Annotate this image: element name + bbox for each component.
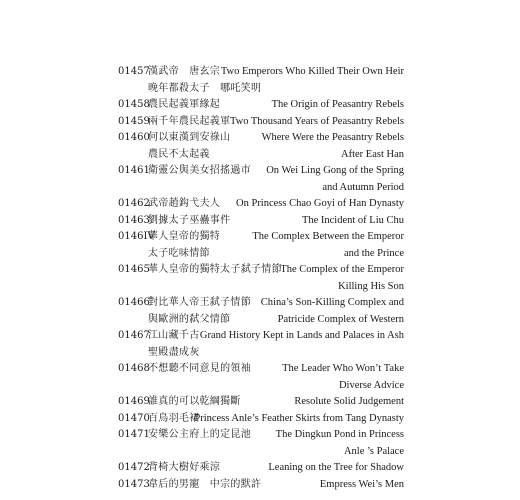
entry-chinese-title-continued: 聖殿盡成灰 [148, 346, 200, 358]
list-item [118, 295, 404, 328]
entry-number: 01469 [118, 396, 150, 407]
entry-chinese-title: 背椅大樹好乘涼 [148, 462, 221, 473]
entry-chinese-title: 漢武帝 唐玄宗 [148, 66, 221, 77]
list-item [118, 328, 404, 361]
list-item [118, 97, 404, 114]
entry-english-title: Two Emperors Who Killed Their Own Heir [220, 66, 404, 77]
list-item [118, 130, 404, 163]
list-item [118, 229, 404, 262]
entry-english-title: China’s Son-Killing Complex and [260, 297, 404, 308]
list-item [118, 411, 404, 428]
entry-number: 01473 [118, 478, 150, 490]
entry-line [118, 460, 404, 477]
list-item [118, 361, 404, 394]
entry-english-title: Leaning on the Tree for Shadow [268, 462, 404, 473]
entry-chinese-title: 兩千年農民起義軍 [148, 115, 231, 127]
entry-continuation-line [118, 246, 404, 263]
entry-chinese-title: 劉據太子巫蠱事件 [148, 214, 231, 226]
entry-english-title: The Leader Who Won’t Take [282, 363, 404, 374]
entry-line [118, 411, 404, 428]
entry-chinese-title: 誰真的可以乾綱獨斷 [148, 396, 241, 407]
list-item [118, 460, 404, 477]
entry-number: 01461 [118, 165, 150, 176]
entry-line [118, 64, 404, 81]
entry-continuation-line [118, 378, 404, 395]
entry-chinese-title: 百鳥羽毛裙 [148, 412, 200, 424]
entry-number: 01468 [118, 363, 150, 374]
entry-chinese-title: 不想聽不同意見的領袖 [148, 363, 251, 374]
entry-number: 01460 [118, 132, 150, 143]
entry-line [118, 477, 404, 494]
index-list [118, 64, 404, 493]
entry-chinese-title: 農民起義軍緣起 [148, 99, 221, 110]
entry-number: 0146IV [118, 231, 155, 242]
entry-line [118, 97, 404, 114]
entry-line [118, 427, 404, 444]
entry-continuation-line [118, 279, 404, 296]
entry-number: 01459 [118, 115, 150, 127]
entry-english-title: The Complex Between the Emperor [252, 231, 404, 242]
entry-number: 01471 [118, 429, 150, 440]
entry-chinese-title: 韋后的男寵 中宗的默許 [148, 478, 262, 490]
entry-chinese-title: 武帝趙鈎弋夫人 [148, 198, 221, 209]
entry-english-title: On Wei Ling Gong of the Spring [266, 165, 404, 176]
entry-english-title: On Princess Chao Goyi of Han Dynasty [236, 198, 404, 209]
entry-continuation-line [118, 180, 404, 197]
entry-chinese-title: 華人皇帝的獨特 [148, 231, 221, 242]
entry-continuation-line [118, 147, 404, 164]
entry-line [118, 262, 404, 279]
entry-line [118, 196, 404, 213]
entry-line [118, 295, 404, 312]
list-item [118, 163, 404, 196]
entry-chinese-title: 安樂公主府上的定昆池 [148, 429, 251, 440]
entry-chinese-title: 對比華人帝王弑子情節 [148, 297, 251, 308]
entry-chinese-title-continued: 與歐洲的弑父情節 [148, 313, 231, 325]
entry-number: 01465 [118, 264, 150, 275]
entry-line [118, 394, 404, 411]
entry-english-title: Empress Wei’s Men [319, 478, 404, 490]
entry-line [118, 229, 404, 246]
entry-line [118, 328, 404, 345]
entry-continuation-line [118, 312, 404, 329]
list-item [118, 196, 404, 213]
entry-english-title-continued: and the Prince [343, 247, 404, 259]
entry-english-title: The Dingkun Pond in Princess [275, 429, 404, 440]
entry-english-title: The Incident of Liu Chu [301, 214, 404, 226]
entry-english-title: Resolute Solid Judgement [294, 396, 404, 407]
list-item [118, 213, 404, 230]
entry-english-title-continued: Killing His Son [338, 280, 404, 292]
entry-english-title: Princess Anle’s Feather Skirts from Tang Dynasty [194, 412, 404, 424]
entry-number: 01462 [118, 198, 150, 209]
entry-chinese-title: 衛靈公與美女招搖過市 [148, 165, 251, 176]
entry-number: 01470 [118, 412, 150, 424]
entry-chinese-title: 江山藏千古 [148, 330, 200, 341]
entry-line [118, 163, 404, 180]
entry-chinese-title: 華人皇帝的獨特太子弑子情節 [148, 264, 282, 275]
list-item [118, 114, 404, 131]
entry-english-title: The Origin of Peasantry Rebels [271, 99, 404, 110]
entry-line [118, 213, 404, 230]
entry-english-title-continued: Diverse Advice [338, 379, 404, 391]
entry-continuation-line [118, 444, 404, 461]
list-item [118, 427, 404, 460]
entry-english-title-continued: Patricide Complex of Western [277, 313, 404, 325]
list-item [118, 394, 404, 411]
entry-english-title: Two Thousand Years of Peasantry Rebels [229, 115, 404, 127]
entry-line [118, 130, 404, 147]
entry-english-title-continued: After East Han [341, 148, 404, 160]
entry-number: 01463 [118, 214, 150, 226]
entry-chinese-title-continued: 農民不太起義 [148, 148, 210, 160]
entry-chinese-title: 何以東漢到安祿山 [148, 132, 231, 143]
entry-english-title-continued: Anle ’s Palace [343, 445, 404, 457]
entry-chinese-title-continued: 晚年都殺太子 哪吒笑明 [148, 82, 262, 94]
entry-number: 01458 [118, 99, 150, 110]
list-item [118, 262, 404, 295]
entry-english-title: The Complex of the Emperor [280, 264, 404, 275]
entry-chinese-title-continued: 太子吃味情節 [148, 247, 210, 259]
list-item [118, 64, 404, 97]
list-item [118, 477, 404, 494]
entry-line [118, 114, 404, 131]
entry-number: 01472 [118, 462, 150, 473]
entry-number: 01467 [118, 330, 150, 341]
entry-english-title: Grand History Kept in Lands and Palaces in Ash [199, 330, 404, 341]
entry-line [118, 361, 404, 378]
entry-number: 01457 [118, 66, 150, 77]
entry-continuation-line [118, 345, 404, 362]
entry-english-title-continued: and Autumn Period [322, 181, 404, 193]
entry-number: 01466 [118, 297, 150, 308]
entry-continuation-line [118, 81, 404, 98]
entry-english-title: Where Were the Peasantry Rebels [261, 132, 404, 143]
